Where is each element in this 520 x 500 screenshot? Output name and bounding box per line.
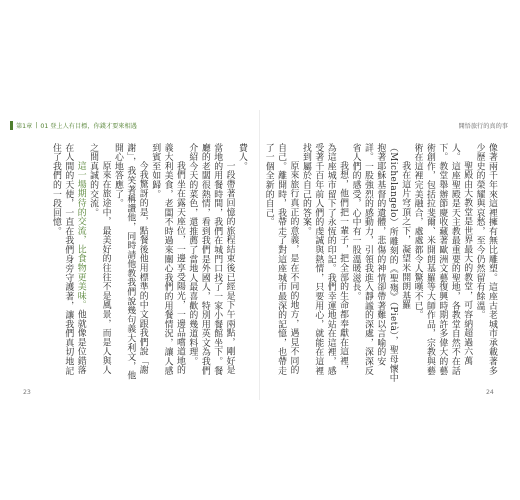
- paragraph: 我想，他們把一輩子，把全部的生命都奉獻在這裡，為這座城市留下了永恆的印記。我們幸運地站在這裡，感受著千百年前人們的虔誠與熱情，只要用心，就能在這裡找到屬於自己的答案。: [300, 143, 349, 376]
- paragraph: 原來旅行真正的意義，是在不同的地方，遇見不同的自己。離開時，我帶走了對這座城市最深的記憶，也帶走了一個全新的自己。: [263, 143, 299, 376]
- chapter-title: 01 登上人有目標，你錢才要來相遇: [40, 122, 137, 130]
- page-gutter: [259, 110, 260, 400]
- highlight-text: 這一場期待的交流，比食物更美味。: [75, 160, 86, 310]
- paragraph: 費人。: [237, 143, 247, 171]
- paragraph: 聖殿由大教堂是世界最大的教堂，可容納超過六萬人。這座聖殿是天主教最重要的聖地，各教堂自然不在話下。教堂舉辦節慶收藏著歐洲文藝復興時期許多偉大的藝術創作，包括拉斐爾、米開朗基羅等大師作品，宗教與藝術在這裡完美融合，處處都令人驚嘆不已。: [412, 143, 473, 376]
- highlight-paragraph: [50, 143, 87, 383]
- paragraph: 我在這片穹頂之下，凝望米開朗基羅（Michelangelo）所雕刻的《聖殤》（Pietà），聖母懷中抱著耶穌基督的遺體，悲傷的神情卻帶著難以言喻的安詳。一股強烈的感動力，引領我進入靜謐的深處，深深反省人們的感受，心中有一股溫暖滋長。: [350, 143, 411, 383]
- chapter-bar-icon: [10, 121, 13, 130]
- chapter-label: 第1章: [16, 122, 33, 130]
- paragraph: 今我驚訝的是，點餐後他用標準的中文跟我們說「謝謝」，我笑著稱讚他，同時請他教我們說幾句義大利文，他開心地答應了。: [112, 143, 148, 381]
- paragraph: 像著兩千年來這裡擁有無比雕塑。這座古老城市承載著多少歷史的榮耀與哀愁，至今仍然留有餘溫。: [474, 143, 497, 376]
- running-title: 開悟旅行的真的事: [458, 123, 508, 130]
- page-number-left: 23: [23, 389, 31, 396]
- right-page-text: [263, 143, 498, 383]
- chapter-marker: [10, 119, 137, 131]
- left-page-text: [22, 143, 248, 383]
- page-number-right: 24: [486, 389, 494, 396]
- right-page: [263, 143, 498, 383]
- paragraph: 原來在旅途中，最美好的往往不是風景，而是人與人之間真誠的交流。: [88, 143, 111, 375]
- paragraph: 一段帶著回憶的旅程結束後已經是下午兩點，剛好是當地的用餐時間，我們在城門口找了一家小餐館坐下。餐廳的老闆很熱情，看到我們是外國人，特別用英文為我們介紹今天的菜色，還推薦了當地人最喜歡的幾道料理。: [187, 143, 235, 376]
- chapter-separator: |: [35, 121, 38, 129]
- closing-text: 他就像是位錯落在人間的天使，一直在我們身旁守護著，讓我們真切地記住了我們的一段回憶。: [50, 143, 86, 376]
- paragraph: 我們坐在露天座位，一邊享受陽光，一邊品嚐道地的義大利美食，老闆不時過來關心我們的用餐情況，讓人感到賓至如歸。: [150, 143, 185, 376]
- left-page: [22, 143, 248, 383]
